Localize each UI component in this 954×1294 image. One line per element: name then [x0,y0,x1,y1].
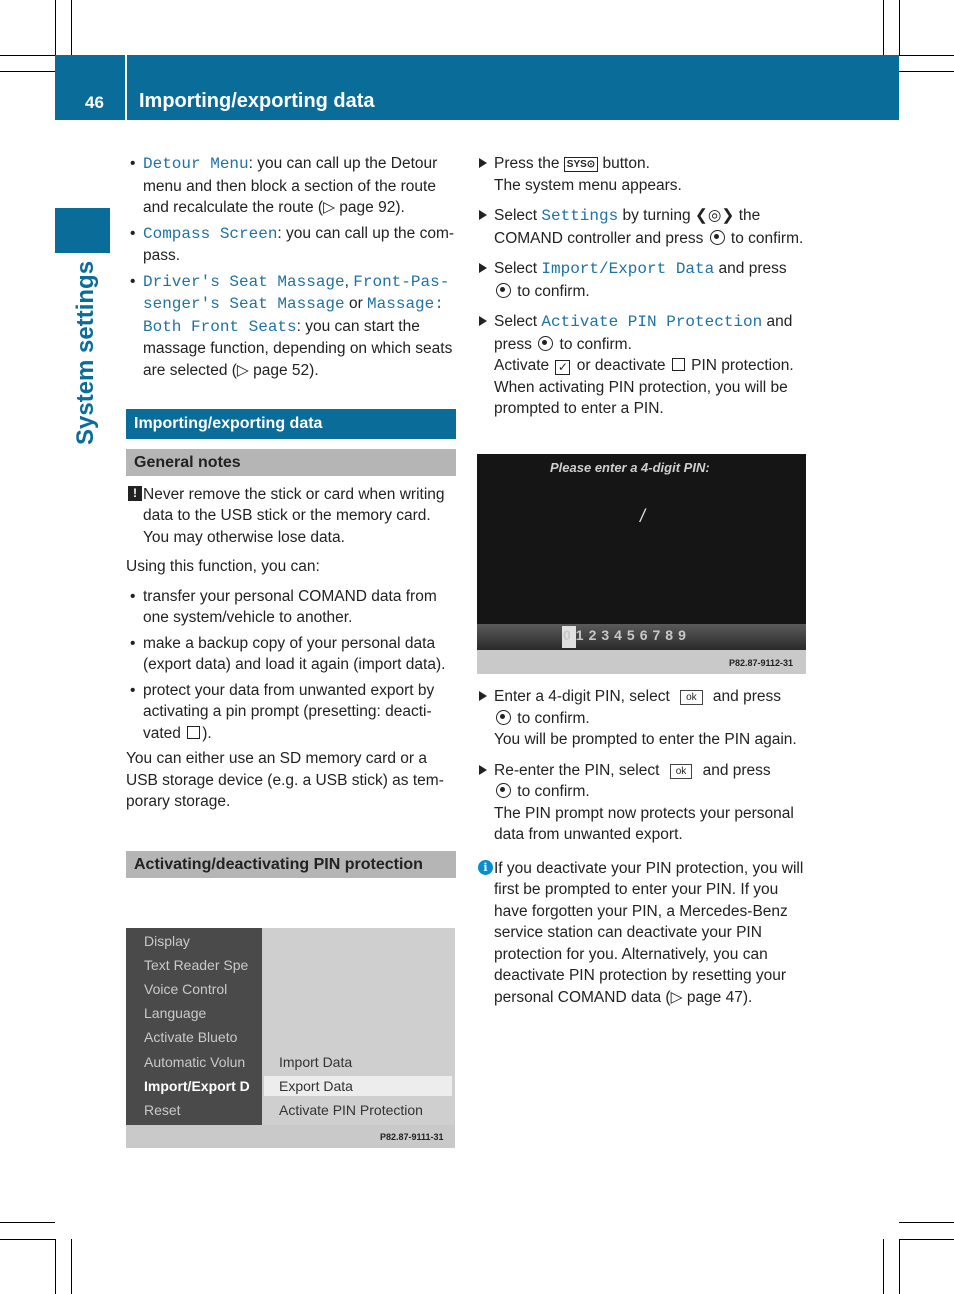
list-text: or [344,295,368,312]
step-text: to confirm. [513,783,590,800]
menu-item: Text Reader Spe [144,957,249,973]
page-number: 46 [85,93,104,112]
storage-text: You can either use an SD memory card or a USB storage device (e.g. a USB stick) as temporary storage. [126,750,444,810]
crop-mark [899,71,954,72]
menu-item: Import Data [279,1054,353,1070]
screenshot-left-menu [126,928,262,1125]
list-text: ). [202,724,212,742]
step-text: Select [494,260,542,277]
digit-row: 0123456789 [563,627,691,643]
menu-item-highlighted: Export Data [279,1078,353,1094]
figure-code: P82.87-9112-31 [729,658,794,668]
ok-key-icon: ok [680,690,703,705]
checkbox-unchecked-icon [672,358,685,371]
step-item [477,686,807,751]
menu-term: Activate PIN Protection [541,313,763,331]
crop-mark [899,0,900,55]
intro-text: Using this function, you can: [126,558,320,575]
crop-mark [899,1222,954,1223]
crop-mark [71,0,72,55]
step-text: Re-enter the PIN, select [494,761,664,779]
right-column-lower [477,686,807,1008]
menu-item-selected: Import/Export D [144,1078,250,1094]
crop-mark [0,71,55,72]
menu-term: Massage: Both Front Seats [143,295,444,336]
pin-screenshot [477,454,806,674]
list-item [126,680,456,745]
section-heading: Importing/exporting data [126,409,456,439]
page-title: Importing/exporting data [139,90,375,112]
menu-term: Compass Screen [143,224,278,243]
step-text: button. [598,155,650,172]
checkbox-checked-icon: ✓ [555,360,570,375]
menu-item: Voice Control [144,981,228,997]
controller-press-icon [496,783,511,798]
left-column [126,153,456,886]
crop-mark [0,1222,55,1223]
warning-icon: ! [128,486,142,501]
crop-mark [899,1239,900,1294]
menu-screenshot [126,928,455,1148]
step-text: to confirm. [513,282,590,300]
step-item [477,311,807,420]
crop-mark [0,1239,55,1240]
menu-term: Front-Passenger's Seat Massage [143,272,450,313]
menu-item: Display [144,933,190,949]
right-column [477,153,807,429]
subsection-heading: Activating/deactivating PIN protection [126,851,456,878]
controller-press-icon [710,230,725,245]
crop-mark [0,55,55,56]
list-item [126,153,456,219]
step-text: and press [708,688,782,705]
step-text: Press the [494,155,564,172]
step-text: by turning ❮◎❯ the COMAND controller and press [494,207,761,247]
ok-key-icon: ok [670,764,693,779]
list-item [126,223,456,267]
controller-press-icon [538,336,553,351]
list-item: • transfer your personal COMAND data from one system/vehicle to another. [126,586,456,629]
list-text: : you can start the massage function, depending on which seats are selected (▷ page 52). [143,317,453,379]
info-icon: i [478,860,493,875]
list-item [126,271,456,382]
menu-term: Import/Export Data [541,260,715,278]
crop-mark [883,1239,884,1294]
menu-item: Reset [144,1102,181,1118]
list-text: : you can call up the compass. [143,224,455,264]
header-divider [125,55,127,120]
list-item: • make a backup copy of your personal data (export data) and load it again (import data). [126,633,456,676]
step-text: Select [494,313,542,330]
side-chapter-label: System settings [72,260,99,445]
info-text: If you deactivate your PIN protection, you will first be prompted to enter your PIN. If you have forgotten your PIN, a Mercedes-Benz service station can deactivate your PIN protection for you. Alternatively, you can deactivate PIN protection by resetting your personal COMAND data (▷ page 47). [494,859,804,1006]
step-result: The system menu appears. [494,176,682,194]
controller-press-icon [496,710,511,725]
list-text: : you can call up the Detour menu and then block a section of the route and recalculate the route (▷ page 92). [143,155,438,216]
warning-text: Never remove the stick or card when writing data to the USB stick or the memory card. You may otherwise lose data. [143,485,445,546]
menu-term: Settings [541,207,619,225]
step-text: Select [494,207,542,224]
figure-code: P82.87-9111-31 [380,1132,444,1142]
step-text: Enter a 4-digit PIN, select [494,688,675,705]
step-text: to confirm. [726,229,804,247]
checkbox-unchecked-icon [187,726,200,739]
page-header [55,55,899,120]
crop-mark [899,1239,954,1240]
menu-term: Driver's Seat Massage [143,272,345,291]
info-note [477,858,807,1009]
warning-note [126,484,456,549]
step-text: to confirm. [555,335,632,353]
subsection-heading: General notes [126,449,456,476]
pin-prompt: Please enter a 4-digit PIN: [550,460,710,475]
menu-item: Activate PIN Protection [279,1102,423,1118]
controller-press-icon [496,283,511,298]
menu-item: Language [144,1005,207,1021]
crop-mark [883,0,884,55]
pin-cursor: / [640,506,646,526]
list-text: , [344,272,354,290]
crop-mark [55,1239,56,1294]
step-result: You will be prompted to enter the PIN again. [494,731,797,748]
crop-mark [55,0,56,55]
step-text: Activate [494,357,554,374]
menu-item: Activate Blueto [144,1029,238,1045]
menu-item: Automatic Volun [144,1054,246,1070]
step-text: or deactivate [572,357,670,374]
list-text: protect your data from unwanted export by activating a pin prompt (presetting: deactivated [143,681,435,742]
step-text: to confirm. [513,709,590,727]
step-item [477,205,807,249]
step-item [477,153,807,196]
step-text: PIN protection. When activating PIN protection, you will be prompted to enter a PIN. [494,357,794,417]
crop-mark [71,1239,72,1294]
menu-term: Detour Menu [143,155,249,173]
step-result: The PIN prompt now protects your personal data from unwanted export. [494,804,794,843]
crop-mark [899,55,954,56]
step-text: and press [494,313,793,353]
side-tab-marker [55,208,110,253]
step-text: and press [714,260,787,277]
step-item [477,258,807,302]
step-text: and press [698,761,771,779]
step-item [477,760,807,846]
sys-button-icon: SYS⊙ [564,157,598,172]
